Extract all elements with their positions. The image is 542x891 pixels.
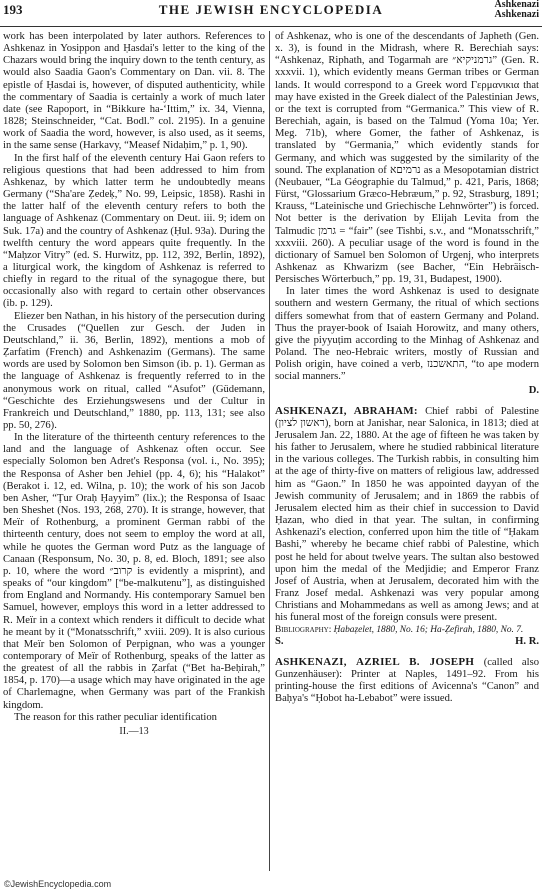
paragraph: In the first half of the eleventh century Hai Gaon refers to religious questions that had been addressed to him from Ashkenaz, by which latter term he undoubtedly means Germany (“Sha'are Ẓedeḳ,” No. 99, Leipsic, 1858). Rashi in the latter half of the eleventh century refers to both the language of Ashkenaz (Commentary on Deut. iii. 9; idem on Suk. 17a) and the country of Ashkenaz (Ḥul. 93a). During the twelfth century the word appears quite frequently. In the “Maḥzor Vitry” (ed. S. Hurwitz, pp. 112, 392, Berlin, 1892), a liturgical work, the kingdom of Ashkenaz is referred to chiefly in regard to the ritual of the synagogue there, but occasionally also with regard to certain other observances (ib. p. 129).	[3, 152, 265, 310]
author-signatures	[275, 636, 539, 648]
paragraph: In the literature of the thirteenth century references to the land and the language of Ashkenaz often occur. See especially Solomon ben Adret's Responsa (vol. i., No. 395); the Responsa of Asher ben Jehiel (pp. 4, 6); his “Halakot” (Berakot i. 12, ed. Wilna, p. 10); the work of his son Jacob ben Asher, “Ṭur Oraḥ Ḥayyim” (lix.); the Responsa of Isaac ben Sheshet (Nos. 193, 268, 270). It is strange, however, that Meïr of Rothenburg, a prominent German rabbi of the thirteenth century, does not seem to employ the word at all, while he quotes the German word Putz as the language of Canaan (Responsum, No. 30, p. 8, ed. Bloch, 1891; see also p. 10, where the word קרוב״ is evidently a misprint), and speaks of “our kingdom” [“be-malkutenu”], as distinguished from England and Normandy. His contemporary Samuel ben Samuel, however, employs this word in a letter addressed to R. Meïr in a context which renders it difficult to decide what he meant by it (“Monatsschrift,” xviii. 209). It is also curious that Meïr ben Solomon of Perpignan, who was a younger contemporary of Meïr of Rothenburg, speaks of the latter as the greatest of all the rabbis in Ẓarfat (“Bet ha-Beḥirah,” 1854, p. 170)—a usage which may have originated in the age of Charlemagne, when Germany was part of the Frankish kingdom.	[3, 432, 265, 711]
bibliography-text: Ḥabaẓelet, 1880, No. 16; Ha-Ẓefirah, 1880, No. 7.	[333, 624, 524, 635]
paragraph: work has been interpolated by later authors. References to Ashkenaz in Yosippon and Ḥasdai's letter to the king of the Chazars would bring the inquiry down to the tenth century, as would also Saadia Gaon's Commentary on Dan. vii. 8. The epistle of Ḥasdai is, however, of disputed authenticity, while the commentary of Saadia is certainly a work of much later date (see Rapoport, in “Bikkure ha-‘Ittim,” ix. 34, Vienna, 1828; Steinschneider, “Cat. Bodl.” col. 2195). In a genuine work of Saadia the word, however, is also used, as it seems, in the same sense (Harkavy, “Measef Nidaḥim,” p. 1, 90).	[3, 31, 265, 152]
page-header	[0, 0, 542, 27]
running-head-line-2: Ashkenazi	[494, 9, 539, 20]
paragraph: The reason for this rather peculiar identification	[14, 711, 217, 723]
running-head	[495, 0, 539, 20]
article-azriel	[275, 656, 539, 706]
bibliography	[275, 625, 539, 636]
journal-title: THE JEWISH ENCYCLOPEDIA	[158, 2, 384, 17]
site-watermark: ©JewishEncyclopedia.com	[4, 879, 112, 889]
paragraph: of Ashkenaz, who is one of the descendants of Japheth (Gen. x. 3), is found in the Midrash, where R. Berechiah says: “Ashkenaz, Riphath, and Togarmah are גרמניקיא״” (Gen. R. xxxvii. 1), which evidently means German tribes or German lands. It would correspond to a Greek word Γερμανικια that may have existed in the Greek dialect of the Palestinian Jews, or the text is corrupted from “Germanica.” This view of R. Berechiah, again, is based on the Talmud (Yoma 10a; Yer. Meg. 71b), where Gomer, the father of Ashkenaz, is translated by “Germania,” which evidently stands for Germany, and which was suggested by the similarity of the sound. The explanation of נרמיםא as a Mesopotamian district (Neubauer, “La Géographie du Talmud,” p. 421, Paris, 1868; Fürst, “Glossarium Græco-Hebræum,” p. 92, Strasburg, 1891; Krauss, “Lateinische und Griechische Lehnwörter”) is forced. Not better is the derivation by Elijah Levita from the Talmudic גרמן = “fair” (see Tishbi, s.v., and “Monatsschrift,” xxxviii. 260). A peculiar usage of the word is found in the dictionary of Samuel ben Solomon of Urgenj, who interprets Ashkenaz as Khwarizm (see Bacher, “Ein Hebräisch-Persisches Wörterbuch,” pp. 19, 31, Budapest, 1900).	[275, 31, 539, 286]
article-abraham	[275, 405, 539, 625]
page-number: 193	[3, 2, 23, 17]
article-title: ASHKENAZI, AZRIEL B. JOSEPH	[275, 655, 475, 668]
volume-folio: II.—13	[119, 725, 149, 737]
paragraph: In later times the word Ashkenaz is used to designate southern and western Germany, the ritual of which sections differs somewhat from that of eastern Germany and Poland. Thus the prayer-book of Isaiah Horowitz, and many others, give the piyyuṭim according to the Minhag of Ashkenaz and Poland. The neo-Hebraic writers, mostly of Russian and Polish origin, have coined a verb, התאשכנז, “to ape modern social manners.”	[275, 286, 539, 383]
header-rule	[0, 26, 542, 27]
signature-right: H. R.	[515, 635, 539, 647]
article-body: Chief rabbi of Palestine (ראשון לציון), born at Janishar, near Salonica, in 1813; died at Jerusalem Jan. 22, 1880. At the age of fifteen he was taken by his father to Jerusalem, where he studied rabbinical literature in the various colleges. The Turkish rabbis, in consulting him at the age of thirty-five on matters of religious law, addressed him as “Gaon.” In 1850 he was appointed dayyan of the Jewish community of Jerusalem; and in 1869 the rabbis of Jerusalem elected him as their chief in succession to David Ḥazan, who died in that year. The sultan, in confirming Ashkenazi's election, conferred upon him the title of “Ḥakam Bashi,” whereby he became chief rabbi of Palestine, which post he held for about twelve years. The sultan also bestowed upon him the medal of the Medjidie; and Emperor Franz Josef of Austria, when at Jerusalem, decorated him with the Franz Josef medal. Ashkenazi was very popular among Christians and Mohammedans as well as among Jews; and at his funeral most of the foreign consuls were present.	[275, 405, 539, 624]
running-head-line-1: Ashkenazi	[494, 0, 539, 10]
article-title: ASHKENAZI, ABRAHAM:	[275, 404, 418, 417]
signature-left: S.	[275, 635, 284, 647]
column-divider	[269, 31, 270, 871]
paragraph: Eliezer ben Nathan, in his history of the persecution during the Crusades (“Quellen zur Gesch. der Juden in Deutschland,” ii. 36, Berlin, 1892), mentions a mob of Ẓarfatim (French) and Ashkenazim (Germans). The same words are used by Solomon ben Simson (ib. p. 1). German as the language of Ashkenaz is frequently referred to in the anonymous work on ritual, called “Asufot” (Güdemann, “Geschichte des Erziehungswesens und der Cultur in Frankreich und Deutschland,” 1880, pp. 113, 131; see also pp. 50, 276).	[3, 310, 265, 431]
article-body: (called also Gunzenhäuser): Printer at Naples, 1491–92. From his printing-house the first editions of Avicenna's “Canon” and Baḥya's “Ḥobot ha-Lebabot” were issued.	[275, 656, 539, 705]
right-column	[275, 31, 539, 705]
left-column	[3, 31, 265, 738]
author-signature: D.	[528, 384, 539, 396]
bibliography-label: Bibliography:	[275, 624, 332, 635]
